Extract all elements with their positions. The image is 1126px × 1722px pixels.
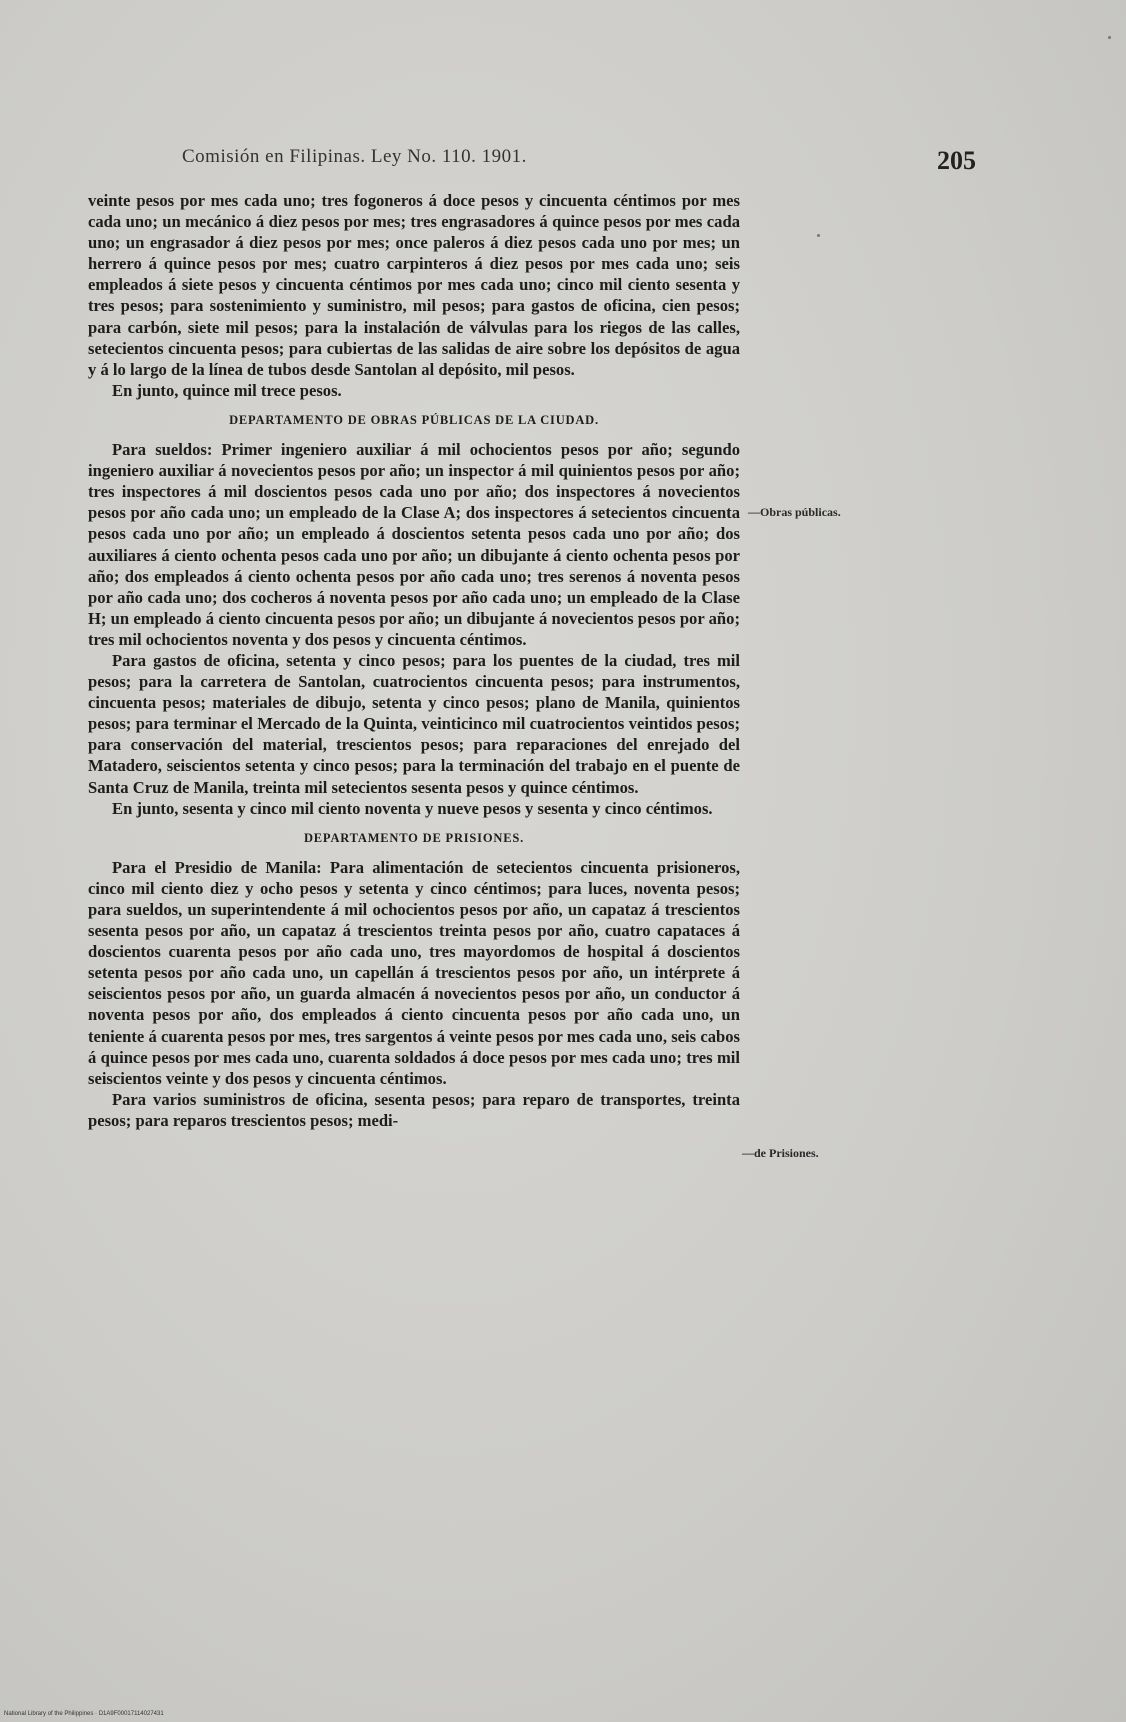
paragraph-continuation: veinte pesos por mes cada uno; tres fogoneros á doce pesos y cincuenta céntimos por mes cada uno; un mecánico á diez pesos por mes; tres engrasadores á quince pesos por mes cada uno; un engrasador á diez pesos por mes; once paleros á diez pesos cada uno por mes; un herrero á quince pesos por mes; cuatro carpinteros á diez pesos por mes cada uno; seis empleados á siete pesos y cincuenta céntimos por mes cada uno; cinco mil ciento sesenta y tres pesos; para sostenimiento y suministro, mil pesos; para gastos de oficina, cien pesos; para carbón, siete mil pesos; para la instalación de válvulas para los riegos de las calles, setecientos cincuenta pesos; para cubiertas de las salidas de aire sobre los depósitos de agua y á lo largo de la línea de tubos desde Santolan al depósito, mil pesos. — [88, 191, 740, 379]
paragraph-presidio: Para el Presidio de Manila: Para alimentación de setecientos cincuenta prisioneros, cinco mil ciento diez y ocho pesos y setenta y cinco céntimos; para luces, noventa pesos; para sueldos, un superintendente á mil ochocientos pesos por año, un capataz á trescientos sesenta pesos por año, un capataz á trescientos treinta pesos por año, cuatro capataces á doscientos cuarenta pesos por año cada uno, tres mayordomos de hospital á doscientos setenta pesos por año cada uno, un capellán á trescientos pesos por año, un intérprete á seiscientos pesos por año, un guarda almacén á novecientos pesos por año, un conductor á noventa pesos por año, dos empleados á ciento cincuenta pesos por año cada uno, un teniente á cuarenta pesos por mes, tres sargentos á veinte pesos por mes cada uno, seis cabos á quince pesos por mes cada uno, cuarenta soldados á doce pesos por mes cada uno; tres mil seiscientos veinte y dos pesos y cincuenta céntimos. — [88, 857, 740, 1088]
scan-speck — [817, 234, 820, 237]
section-title-obras-publicas: DEPARTAMENTO DE OBRAS PÚBLICAS DE LA CIUDAD. — [229, 412, 599, 427]
margin-note-prisiones: —de Prisiones. — [742, 1146, 819, 1160]
paragraph-total-2: En junto, sesenta y cinco mil ciento noventa y nueve pesos y sesenta y cinco céntimos. — [112, 798, 713, 818]
page-number: 205 — [937, 146, 976, 175]
running-header: Comisión en Filipinas. Ley No. 110. 1901. — [182, 146, 527, 167]
paragraph-gastos: Para gastos de oficina, setenta y cinco pesos; para los puentes de la ciudad, tres mil pesos; para la carretera de Santolan, cuatrocientos cincuenta pesos; para instrumentos, cincuenta pesos; materiales de dibujo, setenta y cinco pesos; plano de Manila, quinientos pesos; para terminar el Mercado de la Quinta, veinticinco mil cuatrocientos veintidos pesos; para conservación del material, trescientos pesos; para reparaciones del enrejado del Matadero, seiscientos setenta y cinco pesos; para la terminación del trabajo en el puente de Santa Cruz de Manila, treinta mil setecientos sesenta pesos y quince céntimos. — [88, 650, 740, 797]
scan-footer: National Library of the Philippines · D1A9F00017114027431 — [4, 1711, 164, 1717]
scan-speck — [1108, 36, 1111, 39]
paragraph-suministros: Para varios suministros de oficina, sesenta pesos; para reparo de transportes, treinta pesos; para reparos trescientos pesos; medi- — [88, 1089, 740, 1130]
body-text — [88, 190, 740, 1131]
section-title-prisiones: DEPARTAMENTO DE PRISIONES. — [303, 830, 525, 845]
margin-note-obras-publicas: —Obras públicas. — [748, 505, 841, 519]
paragraph-total-1: En junto, quince mil trece pesos. — [112, 380, 342, 400]
paragraph-sueldos: Para sueldos: Primer ingeniero auxiliar á mil ochocientos pesos por año; segundo ingeniero auxiliar á novecientos pesos por año; un inspector á mil quinientos pesos por año; tres inspectores á mil doscientos pesos cada uno por año; dos inspectores á novecientos pesos por año cada uno; un empleado de la Clase A; dos inspectores á setecientos cincuenta pesos cada uno por año; un empleado á doscientos setenta pesos cada uno por año; dos auxiliares á ciento ochenta pesos cada uno por año; un dibujante á ciento ochenta pesos por año; dos empleados á ciento ochenta pesos por año cada uno; tres serenos á noventa pesos por año cada uno; dos cocheros á noventa pesos por año cada uno; un empleado de la Clase H; un empleado á ciento cincuenta pesos por año; un dibujante á novecientos pesos por año; tres mil ochocientos noventa y dos pesos y cincuenta céntimos. — [88, 440, 740, 649]
